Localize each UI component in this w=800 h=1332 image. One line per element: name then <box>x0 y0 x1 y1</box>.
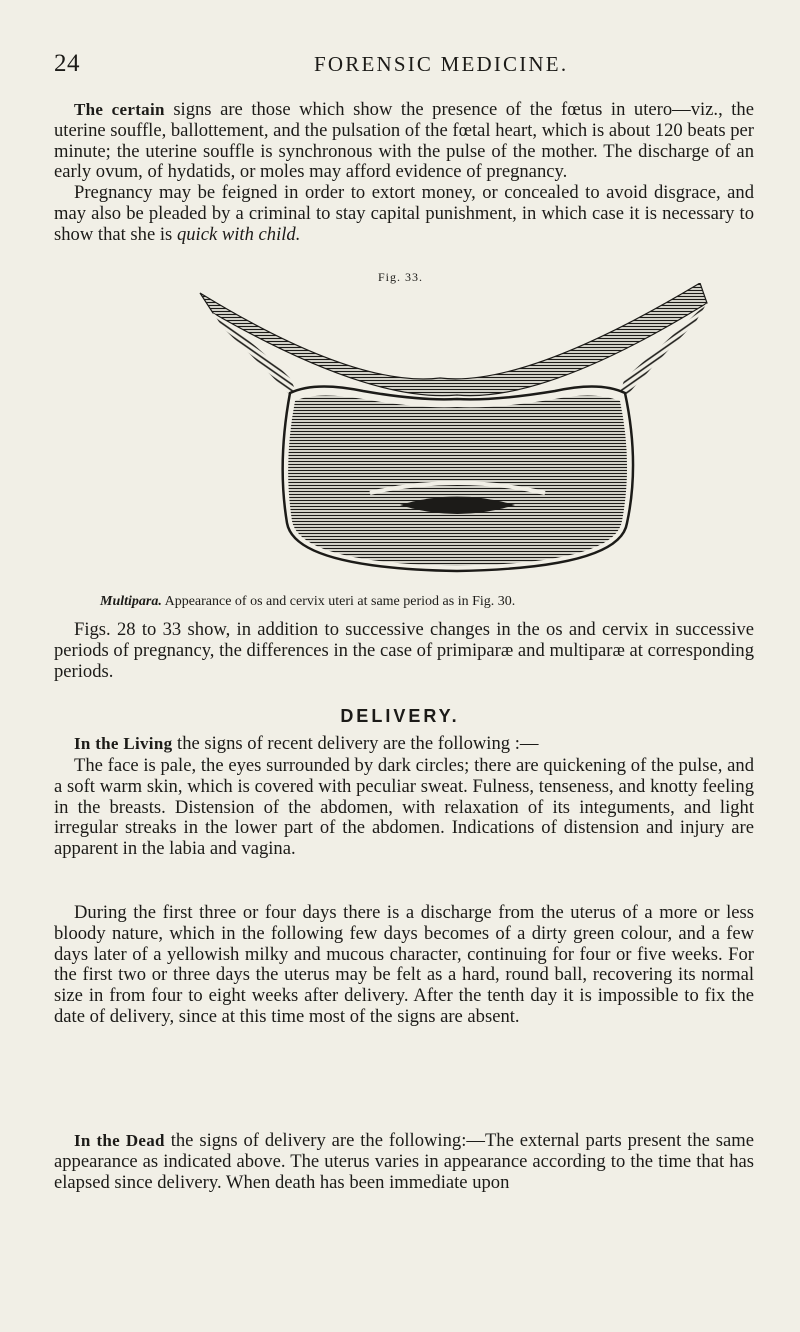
page-header <box>54 50 754 86</box>
caption-text: Appearance of os and cervix uteri at same period as in Fig. 30. <box>164 594 516 609</box>
paragraph-text: The face is pale, the eyes surrounded by dark circles; there are quickening of the pulse, and a soft warm skin, which is covered with peculiar sweat. Fulness, tenseness, and knotty feeling in the breasts. Distension of the abdomen, with relaxation of its integuments, and light irregular streaks in the lower part of the abdomen. Indications of distension and injury are apparent in the labia and vagina. <box>54 755 754 860</box>
figure-label: Fig. 33. <box>378 270 424 284</box>
caption-italic: Multipara. <box>100 594 162 609</box>
paragraph-certain-signs <box>54 100 754 183</box>
paragraph-dead-signs <box>54 1131 754 1193</box>
running-head: FORENSIC MEDICINE. <box>314 52 569 76</box>
paragraph-feigned-pregnancy <box>54 183 754 245</box>
paragraph-living-signs <box>54 756 754 860</box>
page-number: 24 <box>54 50 80 77</box>
run-in-heading-living: In the Living <box>74 734 173 753</box>
paragraph-discharge <box>54 903 754 1028</box>
figure-illustration <box>195 283 720 573</box>
paragraph-figs-note <box>54 620 754 682</box>
paragraph-text: the signs of delivery are the following:—The external parts present the same appearance as indicated above. The uterus varies in appearance according to the time that has elapsed since delivery. When death has been immediate upon <box>54 1130 754 1193</box>
paragraph-text: Pregnancy may be feigned in order to extort money, or concealed to avoid disgrace, and may also be pleaded by a criminal to stay capital punishment, in which case it is necessary to show that she is <box>54 182 754 245</box>
run-in-heading-dead: In the Dead <box>74 1131 165 1150</box>
paragraph-text: During the first three or four days there is a discharge from the uterus of a more or less bloody nature, which in the following few days becomes of a dirty green colour, and a few days later of a yellowish milky and mucous character, continuing for four or five weeks. For the first two or three days the uterus may be felt as a hard, round ball, recovering its normal size in from four to eight weeks after delivery. After the tenth day it is impossible to fix the date of delivery, since at this time most of the signs are absent. <box>54 902 754 1027</box>
paragraph-living-intro <box>54 734 754 755</box>
paragraph-text: the signs of recent delivery are the following :— <box>177 733 539 754</box>
section-heading: DELIVERY. <box>340 706 460 726</box>
paragraph-text: Figs. 28 to 33 show, in addition to successive changes in the os and cervix in successive periods of pregnancy, the differences in the case of primiparæ and multiparæ at corresponding periods. <box>54 619 754 682</box>
italic-phrase: quick with child. <box>176 223 301 245</box>
paragraph-text: signs are those which show the presence of the fœtus in utero—viz., the uterine souffle, ballottement, and the pulsation of the fœtal heart, which is about 120 beats per minute; the uterine souffle is synchronous with the pulse of the mother. The discharge of an early ovum, of hydatids, or moles may afford evidence of pregnancy. <box>54 99 754 183</box>
cervix-shading <box>288 395 627 566</box>
run-in-heading-certain: The certain <box>74 100 165 119</box>
figure-caption <box>100 593 740 611</box>
